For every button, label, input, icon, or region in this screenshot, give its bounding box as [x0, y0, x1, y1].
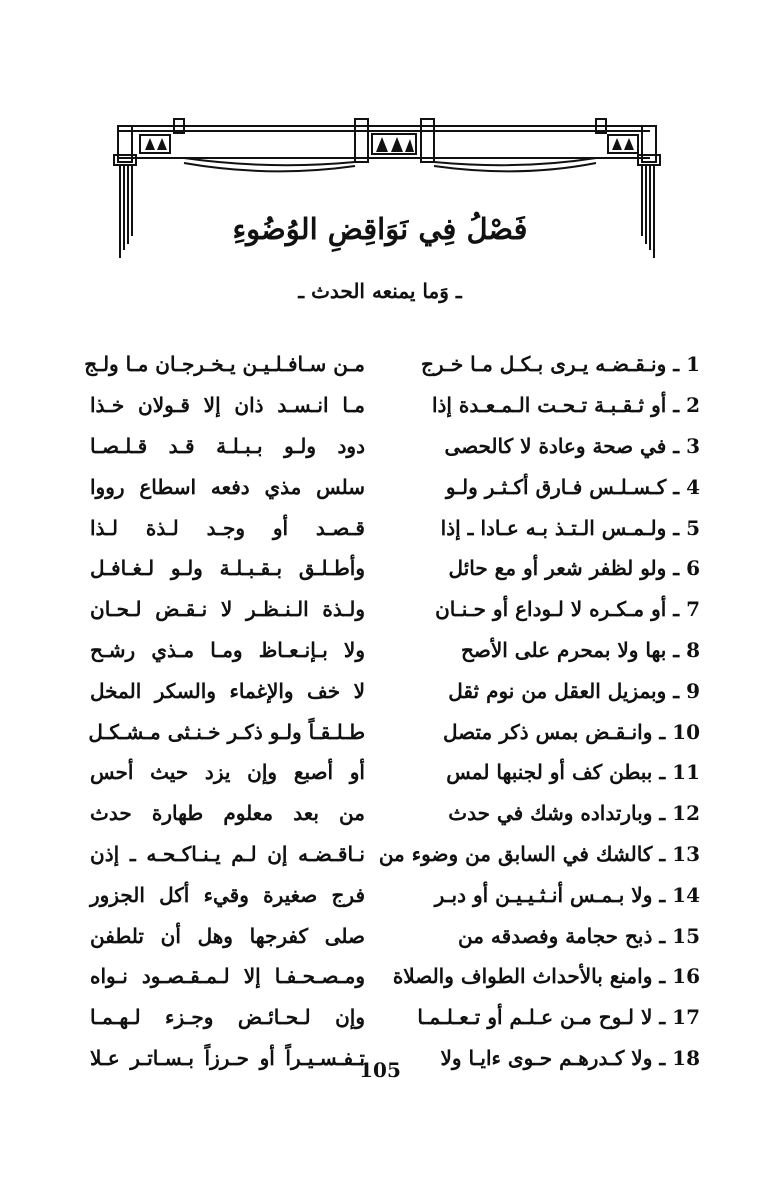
verse-first-hemistich: 2 ـ أو ثـقـبـة تـحـت الـمـعـدة إذا	[431, 393, 700, 418]
verse-first-hemistich: 18 ـ ولا كـدرهـم حـوى ءايـا ولا	[440, 1045, 700, 1070]
verse-second-hemistich: فرج صغيرة وقيء أكل الجزور	[90, 882, 365, 907]
verse-second-hemistich: سلس مذي دفعه اسطاع رووا	[90, 474, 365, 499]
verse-row	[84, 344, 700, 385]
verse-row	[90, 752, 700, 793]
verse-row	[90, 956, 700, 997]
verse-first-hemistich: 12 ـ وبارتداده وشك في حدث	[448, 801, 700, 826]
verse-second-hemistich: ولـذة الـنـظـر لا نـقـض لـحـان	[90, 597, 365, 622]
chapter-subtitle: ـ وَما يمنعه الحدث ـ	[298, 279, 462, 303]
verse-first-hemistich: 3 ـ في صحة وعادة لا كالحصى	[444, 433, 700, 458]
verse-second-hemistich: مـن سـافـلـيـن يـخـرجـان مـا ولـج	[84, 352, 365, 377]
verse-first-hemistich: 17 ـ لا لـوح مـن عـلـم أو تـعـلـمـا	[417, 1005, 700, 1030]
verse-row	[90, 711, 700, 752]
verse-row	[90, 589, 700, 630]
verse-first-hemistich: 9 ـ وبمزيل العقل من نوم ثقل	[448, 678, 700, 703]
verse-second-hemistich: نـاقـضـه إن لـم يـنـاكـحـه ـ إذن	[90, 841, 365, 866]
verse-row	[90, 507, 700, 548]
verse-row	[90, 426, 700, 467]
verse-first-hemistich: 16 ـ وامنع بالأحداث الطواف والصلاة	[392, 964, 700, 989]
verse-second-hemistich: لا خف والإغماء والسكر المخل	[90, 678, 365, 703]
verse-row	[90, 466, 700, 507]
verse-first-hemistich: 6 ـ ولو لظفر شعر أو مع حائل	[448, 556, 700, 581]
verse-row	[90, 670, 700, 711]
verse-first-hemistich: 4 ـ كـسـلـس فـارق أكـثـر ولـو	[445, 474, 700, 499]
verse-first-hemistich: 8 ـ بها ولا بمحرم على الأصح	[460, 637, 700, 662]
verse-second-hemistich: وأطـلـق بـقـبـلـة ولـو لـغـافـل	[90, 556, 365, 581]
page-number: 105	[359, 1058, 401, 1082]
verse-row	[90, 915, 700, 956]
verse-row	[90, 997, 700, 1038]
verse-second-hemistich: طـلـقـاً ولـو ذكـر خـنـثى مـشـكـل	[88, 719, 365, 744]
verse-second-hemistich: قـصـد أو وجـد لـذة لـذا	[90, 515, 365, 540]
verse-second-hemistich: من بعد معلوم طهارة حدث	[90, 801, 365, 826]
verse-second-hemistich: ولا بـإنـعـاظ ومـا مـذي رشـح	[90, 637, 365, 662]
verse-second-hemistich: دود ولـو بـبـلـة قـد قـلـصـا	[90, 433, 365, 458]
verse-row	[90, 630, 700, 671]
verse-first-hemistich: 7 ـ أو مـكـره لا لـوداع أو حـنـان	[435, 597, 700, 622]
verse-row	[90, 548, 700, 589]
verse-first-hemistich: 13 ـ كالشك في السابق من وضوء من	[378, 841, 700, 866]
verse-second-hemistich: تـفـسـيـراً أو حـرزاً بـسـاتـر عـلا	[90, 1045, 365, 1070]
verse-first-hemistich: 14 ـ ولا بـمـس أنـثـيـيـن أو دبـر	[434, 882, 700, 907]
verse-second-hemistich: وإن لـحـائـض وجـزء لـهـمـا	[90, 1005, 365, 1030]
verse-second-hemistich: مـا انـسـد ذان إلا قـولان خـذا	[90, 393, 365, 418]
verse-second-hemistich: أو أصبع وإن يزد حيث أحس	[90, 760, 365, 785]
verse-second-hemistich: صلى كفرجها وهل أن تلطفن	[90, 923, 365, 948]
verse-first-hemistich: 15 ـ ذبح حجامة وفصدقه من	[458, 923, 700, 948]
verse-first-hemistich: 1 ـ ونـقـضـه يـرى بـكـل مـا خـرج	[421, 352, 700, 377]
chapter-title: فَصْلُ فِي نَوَاقِضِ الوُضُوءِ	[232, 212, 528, 246]
verse-second-hemistich: ومـصـحـفـا إلا لـمـقـصـود نـواه	[90, 964, 365, 989]
verse-row	[90, 834, 700, 875]
verse-first-hemistich: 11 ـ ببطن كف أو لجنبها لمس	[446, 760, 700, 785]
verse-row	[90, 385, 700, 426]
verse-row	[90, 874, 700, 915]
verse-row	[90, 793, 700, 834]
verse-first-hemistich: 5 ـ ولـمـس الـتـذ بـه عـادا ـ إذا	[440, 515, 700, 540]
poem-verses	[84, 344, 700, 1078]
verse-first-hemistich: 10 ـ وانـقـض بمس ذكر متصل	[443, 719, 700, 744]
